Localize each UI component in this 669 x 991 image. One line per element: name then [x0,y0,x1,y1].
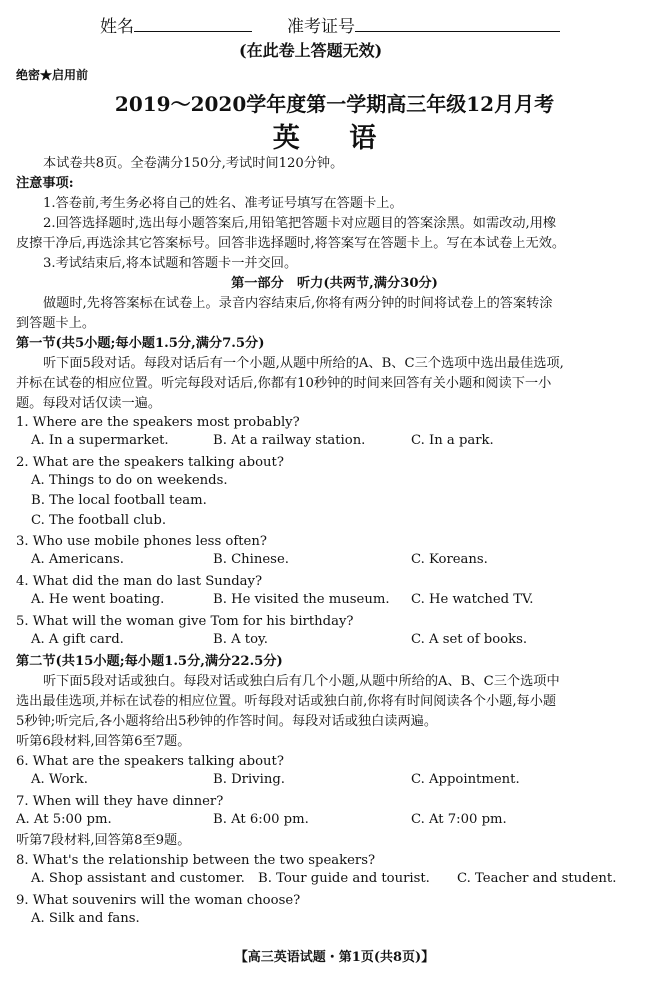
notes-heading: 注意事项: [16,176,74,191]
option-a: A. Things to do on weekends. [31,473,228,488]
option-c: C. A set of books. [411,632,528,647]
subject-title: 英 语 [272,123,397,154]
option-b: B. A toy. [213,632,268,647]
secret-mark: 绝密★启用前 [16,68,89,82]
option-c: C. Appointment. [411,772,520,787]
question-stem: 4. What did the man do last Sunday? [16,574,263,589]
section2-desc: 听下面5段对话或独白。每段对话或独白后有几个小题,从题中所给的A、B、C三个选项中 [43,674,560,689]
note-item: 2.回答选择题时,选出每小题答案后,用铅笔把答题卡对应题目的答案涂黑。如需改动,用橡 [43,216,557,231]
option-b: B. At 6:00 pm. [213,812,309,827]
question-stem: 8. What's the relationship between the two speakers? [16,853,376,868]
option-b: B. He visited the museum. [213,592,390,607]
question-stem: 9. What souvenirs will the woman choose? [16,893,301,908]
option-b: B. The local football team. [31,493,207,508]
option-a: A. At 5:00 pm. [16,812,112,827]
section1-desc: 并标在试卷的相应位置。听完每段对话后,你都有10秒钟的时间来回答有关小题和阅读下一小 [16,376,552,391]
option-c: C. He watched TV. [411,592,534,607]
section1-desc: 听下面5段对话。每段对话后有一个小题,从题中所给的A、B、C三个选项中选出最佳选项, [43,356,564,371]
note-item: 3.考试结束后,将本试题和答题卡一并交回。 [43,256,298,271]
name-label: 姓名 [100,17,134,37]
question-stem: 6. What are the speakers talking about? [16,754,284,769]
option-c: C. Teacher and student. [457,871,617,886]
exam-id-field [287,12,560,37]
page-footer: 【高三英语试题・第1页(共8页)】 [234,950,435,965]
name-blank [134,16,252,32]
option-a: A. He went boating. [31,592,165,607]
option-c: C. The football club. [31,513,167,528]
option-c: C. At 7:00 pm. [411,812,507,827]
question-stem: 1. Where are the speakers most probably? [16,415,300,430]
option-c: C. Koreans. [411,552,488,567]
intro-text: 本试卷共8页。全卷满分150分,考试时间120分钟。 [43,156,344,171]
exam-id-label: 准考证号 [287,17,355,37]
invalid-note: (在此卷上答题无效) [239,41,383,60]
section2-desc: 选出最佳选项,并标在试卷的相应位置。听每段对话或独白前,你将有时间阅读各个小题,每小题 [16,694,557,709]
question-stem: 2. What are the speakers talking about? [16,455,284,470]
section2-title: 第二节(共15小题;每小题1.5分,满分22.5分) [16,654,283,669]
option-b: B. Chinese. [213,552,289,567]
option-a: A. In a supermarket. [31,433,169,448]
option-b: B. At a railway station. [213,433,366,448]
option-c: C. In a park. [411,433,494,448]
part1-desc: 到答题卡上。 [16,316,96,331]
section1-desc: 题。每段对话仅读一遍。 [16,396,162,411]
material-heading: 听第7段材料,回答第8至9题。 [16,833,191,848]
question-stem: 5. What will the woman give Tom for his birthday? [16,614,354,629]
exam-id-blank [355,16,560,32]
question-stem: 3. Who use mobile phones less often? [16,534,267,549]
section2-desc: 5秒钟;听完后,各小题将给出5秒钟的作答时间。每段对话或独白读两遍。 [16,714,438,729]
option-a: A. Work. [31,772,88,787]
name-field [100,12,252,37]
option-a: A. Americans. [31,552,124,567]
exam-title: 2019～2020学年度第一学期高三年级12月月考 [114,92,555,116]
option-b: B. Driving. [213,772,285,787]
material-heading: 听第6段材料,回答第6至7题。 [16,734,191,749]
question-stem: 7. When will they have dinner? [16,794,224,809]
part1-desc: 做题时,先将答案标在试卷上。录音内容结束后,你将有两分钟的时间将试卷上的答案转涂 [43,296,553,311]
option-a: A. A gift card. [31,632,124,647]
part1-title: 第一部分 听力(共两节,满分30分) [231,276,438,291]
option-a: A. Shop assistant and customer. [31,871,245,886]
note-item: 皮擦干净后,再选涂其它答案标号。回答非选择题时,将答案写在答题卡上。写在本试卷上无效。 [16,236,566,251]
option-b: B. Tour guide and tourist. [258,871,430,886]
section1-title: 第一节(共5小题;每小题1.5分,满分7.5分) [16,336,265,351]
option-a: A. Silk and fans. [31,911,140,926]
note-item: 1.答卷前,考生务必将自己的姓名、准考证号填写在答题卡上。 [43,196,403,211]
